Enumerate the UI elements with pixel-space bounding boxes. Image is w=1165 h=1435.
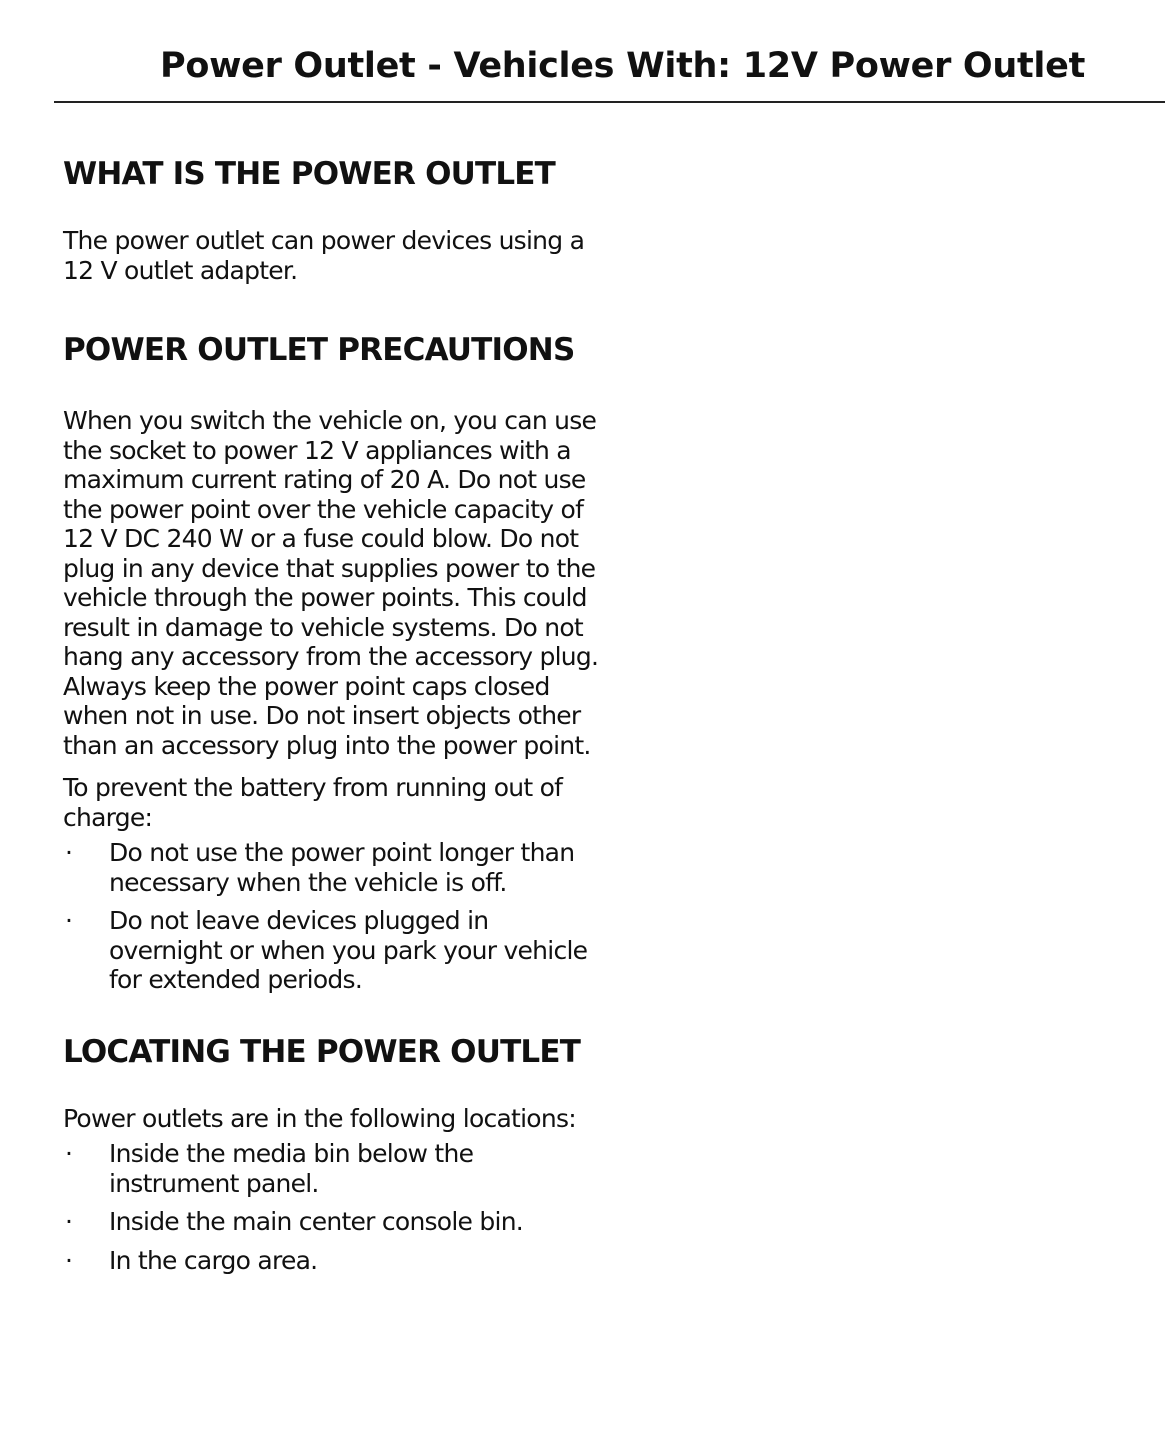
section-paragraph: To prevent the battery from running out of charge: xyxy=(63,773,563,832)
section-paragraph: Power outlets are in the following locations: xyxy=(63,1103,576,1133)
bullet-dot-icon: · xyxy=(65,906,73,935)
header-divider xyxy=(54,101,1165,103)
section-heading-what-is: WHAT IS THE POWER OUTLET xyxy=(63,156,556,192)
list-item-text: Inside the media bin below the instrument panel. xyxy=(109,1139,474,1198)
list-item-text: In the cargo area. xyxy=(109,1245,318,1275)
list-item xyxy=(63,1139,603,1198)
section-heading-precautions: POWER OUTLET PRECAUTIONS xyxy=(63,332,575,368)
bullet-dot-icon: · xyxy=(65,1139,73,1168)
page-header xyxy=(0,0,1165,104)
list-item xyxy=(63,1207,603,1237)
list-item xyxy=(63,838,603,897)
list-item xyxy=(63,906,603,995)
precautions-bullet-list xyxy=(63,838,603,995)
bullet-dot-icon: · xyxy=(65,1207,73,1236)
section-heading-locating: LOCATING THE POWER OUTLET xyxy=(63,1033,581,1070)
section-paragraph: The power outlet can power devices using a 12 V outlet adapter. xyxy=(63,226,585,285)
list-item-text: Do not use the power point longer than necessary when the vehicle is off. xyxy=(109,838,575,897)
section-paragraph: When you switch the vehicle on, you can use the socket to power 12 V appliances with a maximum current rating of 20 A. Do not use the power point over the vehicle capacity of 12 V DC 240 W or a fuse could blow. Do not plug in any device that supplies power to the vehicle through the power points. This could result in damage to vehicle systems. Do not hang any accessory from the accessory plug. Always keep the power point caps closed when not in use. Do not insert objects other than an accessory plug into the power point. xyxy=(63,406,599,760)
list-item-text: Do not leave devices plugged in overnight or when you park your vehicle for extended periods. xyxy=(109,906,588,994)
list-item xyxy=(63,1246,603,1276)
manual-content xyxy=(63,155,603,1284)
page-title: Power Outlet - Vehicles With: 12V Power Outlet xyxy=(160,46,1085,86)
locations-bullet-list xyxy=(63,1139,603,1275)
bullet-dot-icon: · xyxy=(65,1245,73,1275)
bullet-dot-icon: · xyxy=(65,838,73,867)
list-item-text: Inside the main center console bin. xyxy=(109,1207,523,1236)
